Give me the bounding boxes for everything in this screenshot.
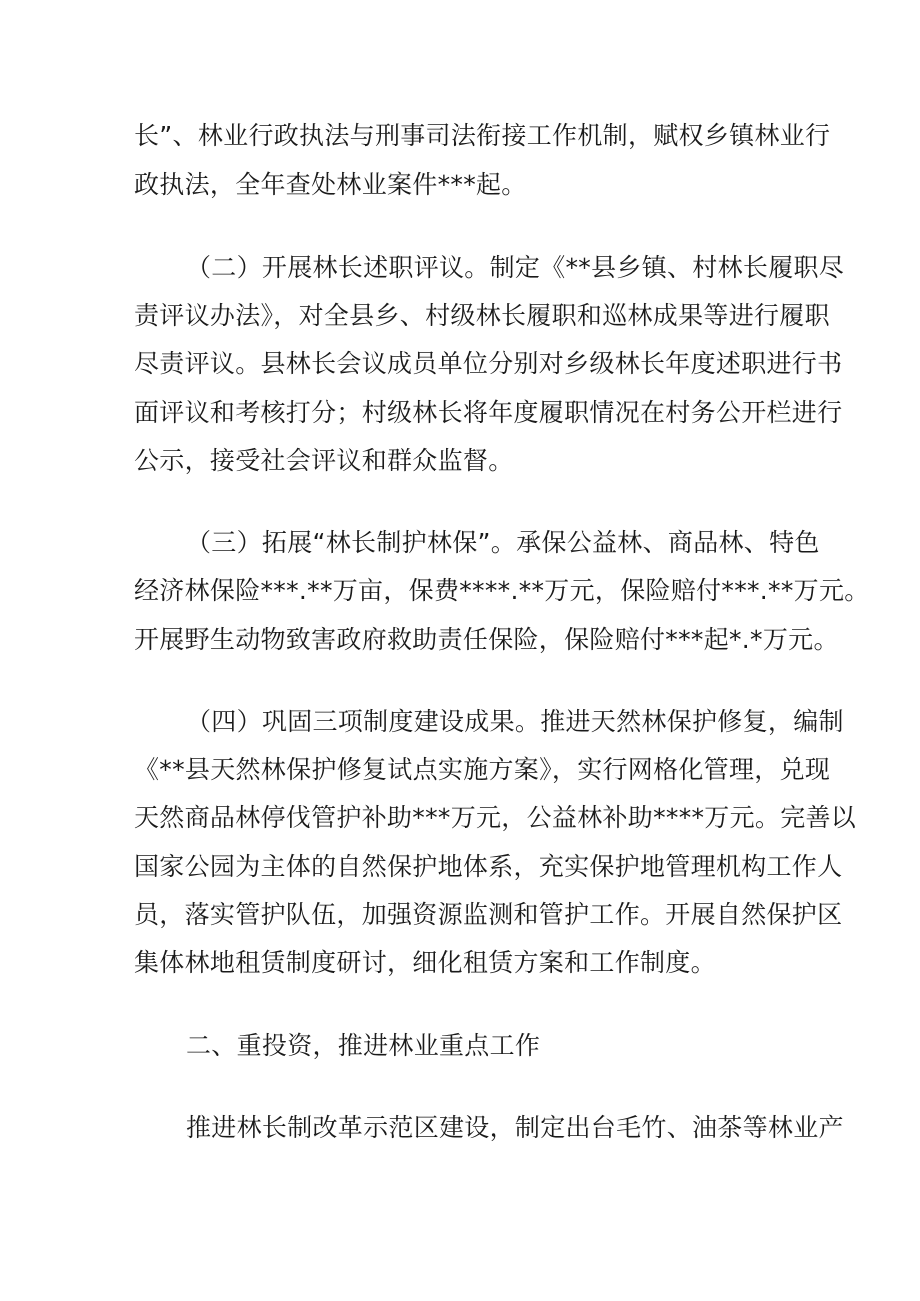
paragraph-3-line-3: 天然商品林停伐管护补助***万元，公益林补助****万元。完善以 [134,803,857,832]
paragraph-0-line-2: 政执法，全年查处林业案件***起。 [134,170,527,199]
paragraph-3-line-5: 员，落实管护队伍，加强资源监测和管护工作。开展自然保护区 [134,900,843,929]
paragraph-4-line-1: 推进林长制改革示范区建设，制定出台毛竹、油茶等林业产 [186,1113,844,1142]
paragraph-1-line-4: 面评议和考核打分；村级林长将年度履职情况在村务公开栏进行 [134,398,843,427]
section-heading: 二、重投资，推进林业重点工作 [186,1031,541,1060]
paragraph-0-line-1: 长”、林业行政执法与刑事司法衔接工作机制，赋权乡镇林业行 [134,121,831,150]
paragraph-3-line-4: 国家公园为主体的自然保护地体系，充实保护地管理机构工作人 [134,852,843,881]
paragraph-2-line-3: 开展野生动物致害政府救助责任保险，保险赔付***起*.*万元。 [134,625,839,654]
paragraph-3-line-1: （四）巩固三项制度建设成果。推进天然林保护修复，编制 [186,707,844,736]
paragraph-1-line-2: 责评议办法》，对全县乡、村级林长履职和巡林成果等进行履职 [134,301,830,330]
paragraph-2-line-2: 经济林保险***.**万亩，保费****.**万元，保险赔付***.**万元。 [134,576,870,605]
paragraph-1-line-3: 尽责评议。县林长会议成员单位分别对乡级林长年度述职进行书 [134,349,843,378]
paragraph-2-line-1: （三）拓展“林长制护林保”。承保公益林、商品林、特色 [186,528,820,557]
paragraph-1-line-1: （二）开展林长述职评议。制定《**县乡镇、村林长履职尽 [186,253,845,282]
paragraph-3-line-6: 集体林地租赁制度研讨，细化租赁方案和工作制度。 [134,948,716,977]
paragraph-3-line-2: 《**县天然林保护修复试点实施方案》，实行网格化管理，兑现 [134,755,831,784]
paragraph-1-line-5: 公示，接受社会评议和群众监督。 [134,446,514,475]
